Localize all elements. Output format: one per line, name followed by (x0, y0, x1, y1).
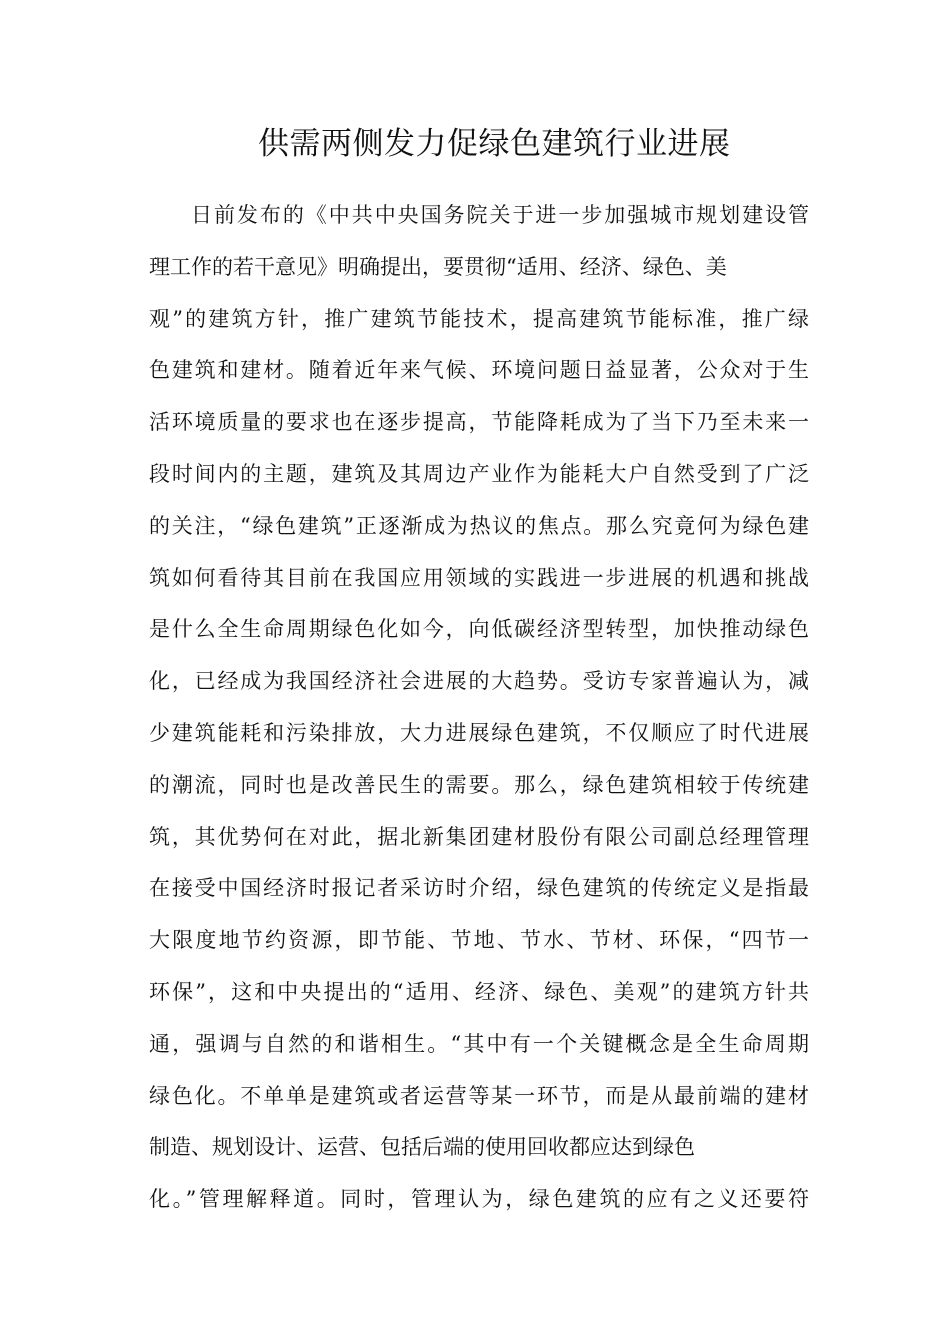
paragraph-line: 活环境质量的要求也在逐步提高，节能降耗成为了当下乃至未来一 (149, 410, 809, 435)
paragraph-line: 的关注，“绿色建筑”正逐渐成为热议的焦点。那么究竟何为绿色建 (149, 513, 809, 538)
paragraph-line: 是什么全生命周期绿色化如今，向低碳经济型转型，加快推动绿色 (149, 617, 809, 642)
paragraph-line: 通，强调与自然的和谐相生。“其中有一个关键概念是全生命周期 (149, 1031, 809, 1056)
paragraph-line: 的潮流，同时也是改善民生的需要。那么，绿色建筑相较于传统建 (149, 772, 809, 797)
paragraph-line: 大限度地节约资源，即节能、节地、节水、节材、环保，“四节一 (149, 928, 809, 953)
paragraph-line: 段时间内的主题，建筑及其周边产业作为能耗大户自然受到了广泛 (149, 461, 809, 486)
paragraph-line: 化。”管理解释道。同时，管理认为，绿色建筑的应有之义还要符 (149, 1187, 809, 1212)
paragraph-line: 在接受中国经济时报记者采访时介绍，绿色建筑的传统定义是指最 (149, 876, 809, 901)
paragraph-line: 筑如何看待其目前在我国应用领域的实践进一步进展的机遇和挑战 (149, 565, 809, 590)
body-paragraph (149, 193, 809, 1229)
paragraph-line: 环保”，这和中央提出的“适用、经济、绿色、美观”的建筑方针共 (149, 979, 809, 1004)
paragraph-line: 观”的建筑方针，推广建筑节能技术，提高建筑节能标准，推广绿 (149, 306, 809, 331)
document-title: 供需两侧发力促绿色建筑行业进展 (258, 126, 731, 162)
paragraph-line: 化，已经成为我国经济社会进展的大趋势。受访专家普遍认为，减 (149, 669, 809, 694)
paragraph-line: 少建筑能耗和污染排放，大力进展绿色建筑，不仅顺应了时代进展 (149, 720, 809, 745)
paragraph-line: 理工作的若干意见》明确提出，要贯彻“适用、经济、绿色、美 (149, 254, 727, 279)
paragraph-line: 制造、规划设计、运营、包括后端的使用回收都应达到绿色 (149, 1135, 695, 1160)
paragraph-line: 日前发布的《中共中央国务院关于进一步加强城市规划建设管 (191, 203, 809, 227)
paragraph-line: 色建筑和建材。随着近年来气候、环境问题日益显著，公众对于生 (149, 358, 809, 383)
paragraph-line: 筑，其优势何在对此，据北新集团建材股份有限公司副总经理管理 (149, 824, 809, 849)
paragraph-line: 绿色化。不单单是建筑或者运营等某一环节，而是从最前端的建材 (149, 1083, 809, 1108)
